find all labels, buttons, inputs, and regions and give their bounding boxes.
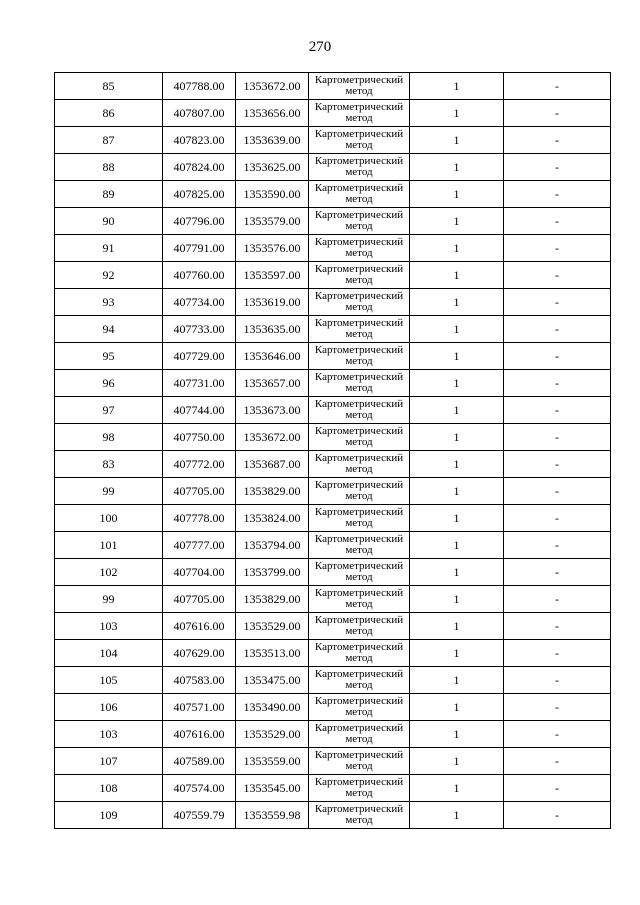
table-row	[55, 262, 611, 289]
cell-accuracy: 1	[410, 235, 504, 262]
cell-y-coordinate: 1353576.00	[236, 235, 309, 262]
table-row	[55, 505, 611, 532]
cell-description: -	[504, 721, 611, 748]
table-row	[55, 289, 611, 316]
table-row	[55, 316, 611, 343]
cell-y-coordinate: 1353829.00	[236, 586, 309, 613]
cell-method: Картометрический метод	[309, 73, 410, 100]
cell-y-coordinate: 1353625.00	[236, 154, 309, 181]
cell-accuracy: 1	[410, 208, 504, 235]
cell-method: Картометрический метод	[309, 100, 410, 127]
cell-description: -	[504, 262, 611, 289]
cell-point-number: 107	[55, 748, 163, 775]
cell-description: -	[504, 289, 611, 316]
cell-point-number: 94	[55, 316, 163, 343]
cell-point-number: 105	[55, 667, 163, 694]
cell-x-coordinate: 407734.00	[163, 289, 236, 316]
cell-method: Картометрический метод	[309, 424, 410, 451]
cell-method: Картометрический метод	[309, 640, 410, 667]
table-row	[55, 748, 611, 775]
cell-x-coordinate: 407733.00	[163, 316, 236, 343]
cell-accuracy: 1	[410, 289, 504, 316]
cell-point-number: 97	[55, 397, 163, 424]
table-body	[55, 73, 611, 829]
table-row	[55, 802, 611, 829]
cell-accuracy: 1	[410, 127, 504, 154]
table-row	[55, 586, 611, 613]
cell-y-coordinate: 1353635.00	[236, 316, 309, 343]
cell-x-coordinate: 407807.00	[163, 100, 236, 127]
cell-description: -	[504, 802, 611, 829]
cell-method: Картометрический метод	[309, 586, 410, 613]
cell-accuracy: 1	[410, 748, 504, 775]
cell-point-number: 93	[55, 289, 163, 316]
table-row	[55, 694, 611, 721]
cell-method: Картометрический метод	[309, 262, 410, 289]
cell-description: -	[504, 505, 611, 532]
table-row	[55, 100, 611, 127]
cell-accuracy: 1	[410, 73, 504, 100]
cell-description: -	[504, 559, 611, 586]
cell-point-number: 103	[55, 613, 163, 640]
cell-method: Картометрический метод	[309, 802, 410, 829]
cell-y-coordinate: 1353545.00	[236, 775, 309, 802]
table-row	[55, 721, 611, 748]
cell-y-coordinate: 1353590.00	[236, 181, 309, 208]
page-number: 270	[308, 39, 332, 55]
cell-description: -	[504, 154, 611, 181]
cell-x-coordinate: 407777.00	[163, 532, 236, 559]
cell-description: -	[504, 451, 611, 478]
cell-accuracy: 1	[410, 370, 504, 397]
cell-description: -	[504, 397, 611, 424]
cell-method: Картометрический метод	[309, 775, 410, 802]
cell-description: -	[504, 316, 611, 343]
cell-x-coordinate: 407778.00	[163, 505, 236, 532]
cell-point-number: 100	[55, 505, 163, 532]
cell-description: -	[504, 613, 611, 640]
table-row	[55, 127, 611, 154]
cell-description: -	[504, 748, 611, 775]
cell-y-coordinate: 1353475.00	[236, 667, 309, 694]
cell-accuracy: 1	[410, 667, 504, 694]
cell-accuracy: 1	[410, 802, 504, 829]
cell-method: Картометрический метод	[309, 559, 410, 586]
cell-x-coordinate: 407796.00	[163, 208, 236, 235]
cell-description: -	[504, 181, 611, 208]
cell-point-number: 99	[55, 478, 163, 505]
cell-y-coordinate: 1353672.00	[236, 73, 309, 100]
cell-description: -	[504, 775, 611, 802]
table-row	[55, 532, 611, 559]
table-row	[55, 613, 611, 640]
table-row	[55, 478, 611, 505]
cell-description: -	[504, 127, 611, 154]
table-row	[55, 343, 611, 370]
cell-y-coordinate: 1353597.00	[236, 262, 309, 289]
cell-x-coordinate: 407705.00	[163, 478, 236, 505]
cell-method: Картометрический метод	[309, 721, 410, 748]
cell-point-number: 98	[55, 424, 163, 451]
cell-y-coordinate: 1353490.00	[236, 694, 309, 721]
cell-description: -	[504, 235, 611, 262]
cell-point-number: 99	[55, 586, 163, 613]
cell-accuracy: 1	[410, 586, 504, 613]
cell-accuracy: 1	[410, 721, 504, 748]
cell-point-number: 86	[55, 100, 163, 127]
cell-y-coordinate: 1353513.00	[236, 640, 309, 667]
cell-accuracy: 1	[410, 181, 504, 208]
cell-method: Картометрический метод	[309, 181, 410, 208]
cell-point-number: 108	[55, 775, 163, 802]
cell-description: -	[504, 667, 611, 694]
cell-point-number: 103	[55, 721, 163, 748]
cell-method: Картометрический метод	[309, 532, 410, 559]
cell-method: Картометрический метод	[309, 505, 410, 532]
table-row	[55, 667, 611, 694]
cell-accuracy: 1	[410, 343, 504, 370]
cell-method: Картометрический метод	[309, 208, 410, 235]
table-row	[55, 181, 611, 208]
cell-accuracy: 1	[410, 478, 504, 505]
cell-accuracy: 1	[410, 640, 504, 667]
cell-y-coordinate: 1353656.00	[236, 100, 309, 127]
cell-point-number: 89	[55, 181, 163, 208]
cell-method: Картометрический метод	[309, 154, 410, 181]
cell-method: Картометрический метод	[309, 667, 410, 694]
cell-x-coordinate: 407750.00	[163, 424, 236, 451]
cell-accuracy: 1	[410, 559, 504, 586]
cell-y-coordinate: 1353687.00	[236, 451, 309, 478]
cell-point-number: 88	[55, 154, 163, 181]
cell-y-coordinate: 1353646.00	[236, 343, 309, 370]
cell-x-coordinate: 407772.00	[163, 451, 236, 478]
table-row	[55, 559, 611, 586]
cell-x-coordinate: 407571.00	[163, 694, 236, 721]
cell-x-coordinate: 407824.00	[163, 154, 236, 181]
cell-x-coordinate: 407704.00	[163, 559, 236, 586]
cell-description: -	[504, 694, 611, 721]
cell-point-number: 92	[55, 262, 163, 289]
cell-x-coordinate: 407616.00	[163, 613, 236, 640]
cell-method: Картометрический метод	[309, 748, 410, 775]
table-row	[55, 73, 611, 100]
cell-x-coordinate: 407616.00	[163, 721, 236, 748]
cell-method: Картометрический метод	[309, 370, 410, 397]
cell-accuracy: 1	[410, 775, 504, 802]
cell-description: -	[504, 640, 611, 667]
cell-point-number: 95	[55, 343, 163, 370]
cell-accuracy: 1	[410, 694, 504, 721]
cell-x-coordinate: 407791.00	[163, 235, 236, 262]
cell-x-coordinate: 407744.00	[163, 397, 236, 424]
cell-description: -	[504, 586, 611, 613]
table-row	[55, 775, 611, 802]
cell-x-coordinate: 407559.79	[163, 802, 236, 829]
cell-description: -	[504, 100, 611, 127]
cell-description: -	[504, 532, 611, 559]
cell-y-coordinate: 1353529.00	[236, 721, 309, 748]
table-row	[55, 640, 611, 667]
cell-method: Картометрический метод	[309, 127, 410, 154]
cell-description: -	[504, 343, 611, 370]
cell-accuracy: 1	[410, 424, 504, 451]
table-row	[55, 208, 611, 235]
cell-method: Картометрический метод	[309, 235, 410, 262]
cell-x-coordinate: 407629.00	[163, 640, 236, 667]
cell-y-coordinate: 1353672.00	[236, 424, 309, 451]
cell-point-number: 83	[55, 451, 163, 478]
table-row	[55, 451, 611, 478]
cell-method: Картометрический метод	[309, 289, 410, 316]
coordinates-table	[54, 72, 611, 829]
cell-x-coordinate: 407574.00	[163, 775, 236, 802]
cell-point-number: 87	[55, 127, 163, 154]
cell-description: -	[504, 424, 611, 451]
cell-method: Картометрический метод	[309, 343, 410, 370]
cell-x-coordinate: 407760.00	[163, 262, 236, 289]
cell-method: Картометрический метод	[309, 694, 410, 721]
cell-point-number: 90	[55, 208, 163, 235]
cell-method: Картометрический метод	[309, 397, 410, 424]
cell-y-coordinate: 1353799.00	[236, 559, 309, 586]
cell-y-coordinate: 1353559.98	[236, 802, 309, 829]
cell-x-coordinate: 407731.00	[163, 370, 236, 397]
table-row	[55, 424, 611, 451]
cell-point-number: 104	[55, 640, 163, 667]
cell-accuracy: 1	[410, 505, 504, 532]
cell-y-coordinate: 1353619.00	[236, 289, 309, 316]
table-row	[55, 235, 611, 262]
cell-point-number: 102	[55, 559, 163, 586]
cell-x-coordinate: 407705.00	[163, 586, 236, 613]
cell-y-coordinate: 1353529.00	[236, 613, 309, 640]
cell-y-coordinate: 1353673.00	[236, 397, 309, 424]
cell-point-number: 91	[55, 235, 163, 262]
table-row	[55, 397, 611, 424]
table-row	[55, 370, 611, 397]
cell-y-coordinate: 1353559.00	[236, 748, 309, 775]
cell-method: Картометрический метод	[309, 613, 410, 640]
cell-accuracy: 1	[410, 451, 504, 478]
cell-method: Картометрический метод	[309, 451, 410, 478]
cell-point-number: 85	[55, 73, 163, 100]
table-row	[55, 154, 611, 181]
cell-y-coordinate: 1353579.00	[236, 208, 309, 235]
cell-point-number: 96	[55, 370, 163, 397]
cell-point-number: 106	[55, 694, 163, 721]
cell-accuracy: 1	[410, 154, 504, 181]
cell-description: -	[504, 478, 611, 505]
cell-point-number: 101	[55, 532, 163, 559]
cell-x-coordinate: 407825.00	[163, 181, 236, 208]
cell-description: -	[504, 208, 611, 235]
cell-x-coordinate: 407583.00	[163, 667, 236, 694]
cell-y-coordinate: 1353829.00	[236, 478, 309, 505]
cell-accuracy: 1	[410, 262, 504, 289]
cell-accuracy: 1	[410, 100, 504, 127]
cell-point-number: 109	[55, 802, 163, 829]
cell-x-coordinate: 407589.00	[163, 748, 236, 775]
cell-accuracy: 1	[410, 316, 504, 343]
cell-method: Картометрический метод	[309, 478, 410, 505]
cell-y-coordinate: 1353824.00	[236, 505, 309, 532]
cell-x-coordinate: 407788.00	[163, 73, 236, 100]
cell-y-coordinate: 1353794.00	[236, 532, 309, 559]
cell-description: -	[504, 370, 611, 397]
cell-y-coordinate: 1353639.00	[236, 127, 309, 154]
cell-x-coordinate: 407729.00	[163, 343, 236, 370]
cell-accuracy: 1	[410, 532, 504, 559]
cell-description: -	[504, 73, 611, 100]
cell-accuracy: 1	[410, 613, 504, 640]
cell-accuracy: 1	[410, 397, 504, 424]
cell-y-coordinate: 1353657.00	[236, 370, 309, 397]
cell-method: Картометрический метод	[309, 316, 410, 343]
cell-x-coordinate: 407823.00	[163, 127, 236, 154]
